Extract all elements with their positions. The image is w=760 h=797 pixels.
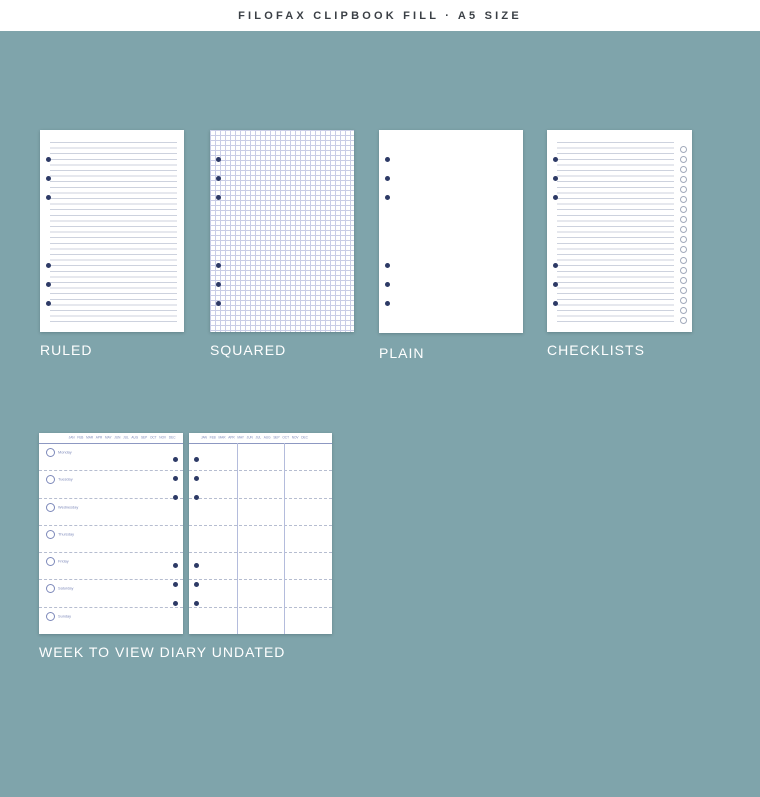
punch-holes-top (553, 157, 558, 200)
month-abbrev: APR (228, 436, 235, 440)
day-row (39, 471, 183, 498)
punch-hole-icon (46, 195, 51, 200)
column-divider (284, 443, 285, 634)
punch-hole-icon (46, 157, 51, 162)
checkbox-circle-icon (680, 206, 687, 213)
punch-holes-top (46, 157, 51, 200)
grid-row (189, 526, 332, 553)
checkbox-circle-icon (680, 176, 687, 183)
ruled-lines-pattern (50, 142, 177, 323)
month-abbrev: JUN (246, 436, 253, 440)
punch-hole-icon (553, 263, 558, 268)
checkbox-column (680, 146, 687, 324)
punch-hole-icon (553, 176, 558, 181)
month-abbrev: FEB (76, 436, 83, 440)
month-abbrev: JUN (113, 436, 120, 440)
month-abbrev: MAY (104, 436, 112, 440)
punch-holes-bottom (194, 563, 199, 606)
punch-hole-icon (194, 476, 199, 481)
punch-holes-bottom (553, 263, 558, 306)
punch-holes-bottom (173, 563, 178, 606)
grid-row (189, 580, 332, 607)
punch-hole-icon (194, 601, 199, 606)
punch-hole-icon (216, 195, 221, 200)
checkbox-circle-icon (680, 287, 687, 294)
date-circle-icon (46, 530, 55, 539)
product-image-checklists (547, 130, 692, 332)
punch-holes-top (385, 157, 390, 200)
month-abbrev: NOV (158, 436, 166, 440)
punch-hole-icon (216, 176, 221, 181)
punch-holes-top (216, 157, 221, 200)
product-label-ruled: RULED (40, 342, 93, 358)
checkbox-circle-icon (680, 166, 687, 173)
day-row (39, 553, 183, 580)
punch-holes-top (173, 457, 178, 500)
punch-hole-icon (553, 282, 558, 287)
punch-hole-icon (173, 601, 178, 606)
month-abbrev: OCT (282, 436, 289, 440)
grid-row (189, 608, 332, 634)
punch-hole-icon (553, 195, 558, 200)
punch-hole-icon (216, 301, 221, 306)
product-image-diary-right-page (189, 433, 332, 634)
month-abbrev: OCT (149, 436, 157, 440)
punch-hole-icon (173, 476, 178, 481)
date-circle-icon (46, 557, 55, 566)
header-bar (0, 0, 760, 31)
punch-hole-icon (173, 563, 178, 568)
grid-pattern (210, 130, 354, 332)
punch-hole-icon (173, 457, 178, 462)
punch-hole-icon (194, 563, 199, 568)
month-abbrev: MAR (218, 436, 226, 440)
checkbox-circle-icon (680, 297, 687, 304)
page-title: FILOFAX CLIPBOOK FILL · A5 SIZE (238, 9, 522, 22)
day-row (39, 526, 183, 553)
month-abbrev: DEC (168, 436, 175, 440)
punch-hole-icon (46, 282, 51, 287)
punch-holes-bottom (46, 263, 51, 306)
month-abbrev: JUL (255, 436, 262, 440)
checkbox-circle-icon (680, 156, 687, 163)
day-name: Tuesday (58, 477, 73, 482)
checkbox-circle-icon (680, 277, 687, 284)
punch-hole-icon (216, 263, 221, 268)
day-row (39, 499, 183, 526)
month-abbrev: JAN (201, 436, 207, 440)
month-abbrev: SEP (273, 436, 280, 440)
month-abbrev: JUL (122, 436, 129, 440)
punch-hole-icon (46, 301, 51, 306)
checkbox-circle-icon (680, 317, 687, 324)
checkbox-circle-icon (680, 186, 687, 193)
punch-hole-icon (385, 301, 390, 306)
punch-hole-icon (385, 263, 390, 268)
grid-row (189, 553, 332, 580)
product-label-checklists: CHECKLISTS (547, 342, 645, 358)
day-row (39, 444, 183, 471)
day-row (39, 608, 183, 634)
day-name: Monday (58, 450, 72, 455)
notes-grid-rows (189, 443, 332, 634)
month-abbrev: FEB (209, 436, 216, 440)
product-label-week-to-view: WEEK TO VIEW DIARY UNDATED (39, 644, 286, 660)
day-row (39, 580, 183, 607)
month-abbrev: AUG (130, 436, 138, 440)
month-abbrev: MAR (85, 436, 93, 440)
month-abbreviations (201, 436, 308, 439)
punch-hole-icon (385, 176, 390, 181)
day-name: Friday (58, 559, 69, 564)
month-abbrev: DEC (301, 436, 308, 440)
month-abbrev: JAN (68, 436, 75, 440)
grid-row (189, 471, 332, 498)
date-circle-icon (46, 448, 55, 457)
checkbox-circle-icon (680, 246, 687, 253)
date-circle-icon (46, 503, 55, 512)
day-name: Wednesday (58, 505, 79, 509)
punch-hole-icon (553, 301, 558, 306)
date-circle-icon (46, 584, 55, 593)
month-abbrev: SEP (140, 436, 147, 440)
punch-hole-icon (46, 263, 51, 268)
ruled-lines-pattern (557, 142, 674, 323)
punch-hole-icon (194, 582, 199, 587)
day-rows (39, 443, 183, 634)
month-abbrev: AUG (263, 436, 271, 440)
product-label-plain: PLAIN (379, 345, 425, 361)
punch-holes-bottom (216, 263, 221, 306)
month-abbreviations (68, 436, 175, 439)
punch-holes-bottom (385, 263, 390, 306)
punch-hole-icon (173, 495, 178, 500)
punch-hole-icon (385, 157, 390, 162)
product-label-squared: SQUARED (210, 342, 287, 358)
date-circle-icon (46, 612, 55, 621)
checkbox-circle-icon (680, 146, 687, 153)
month-abbrev: MAY (237, 436, 244, 440)
checkbox-circle-icon (680, 236, 687, 243)
punch-hole-icon (385, 195, 390, 200)
grid-row (189, 499, 332, 526)
grid-row (189, 444, 332, 471)
day-name: Saturday (58, 586, 74, 591)
month-abbrev: APR (95, 436, 102, 440)
day-name: Thursday (58, 532, 75, 537)
punch-hole-icon (46, 176, 51, 181)
punch-hole-icon (216, 282, 221, 287)
punch-holes-top (194, 457, 199, 500)
product-image-ruled (40, 130, 184, 332)
punch-hole-icon (385, 282, 390, 287)
punch-hole-icon (553, 157, 558, 162)
product-image-plain (379, 130, 523, 333)
punch-hole-icon (194, 495, 199, 500)
checkbox-circle-icon (680, 196, 687, 203)
month-abbrev: NOV (291, 436, 299, 440)
punch-hole-icon (194, 457, 199, 462)
punch-hole-icon (173, 582, 178, 587)
checkbox-circle-icon (680, 216, 687, 223)
date-circle-icon (46, 475, 55, 484)
checkbox-circle-icon (680, 257, 687, 264)
checkbox-circle-icon (680, 226, 687, 233)
day-name: Sunday (58, 614, 72, 619)
product-image-diary-left-page (39, 433, 183, 634)
checkbox-circle-icon (680, 307, 687, 314)
product-image-squared (210, 130, 354, 332)
checkbox-circle-icon (680, 267, 687, 274)
column-divider (237, 443, 238, 634)
punch-hole-icon (216, 157, 221, 162)
